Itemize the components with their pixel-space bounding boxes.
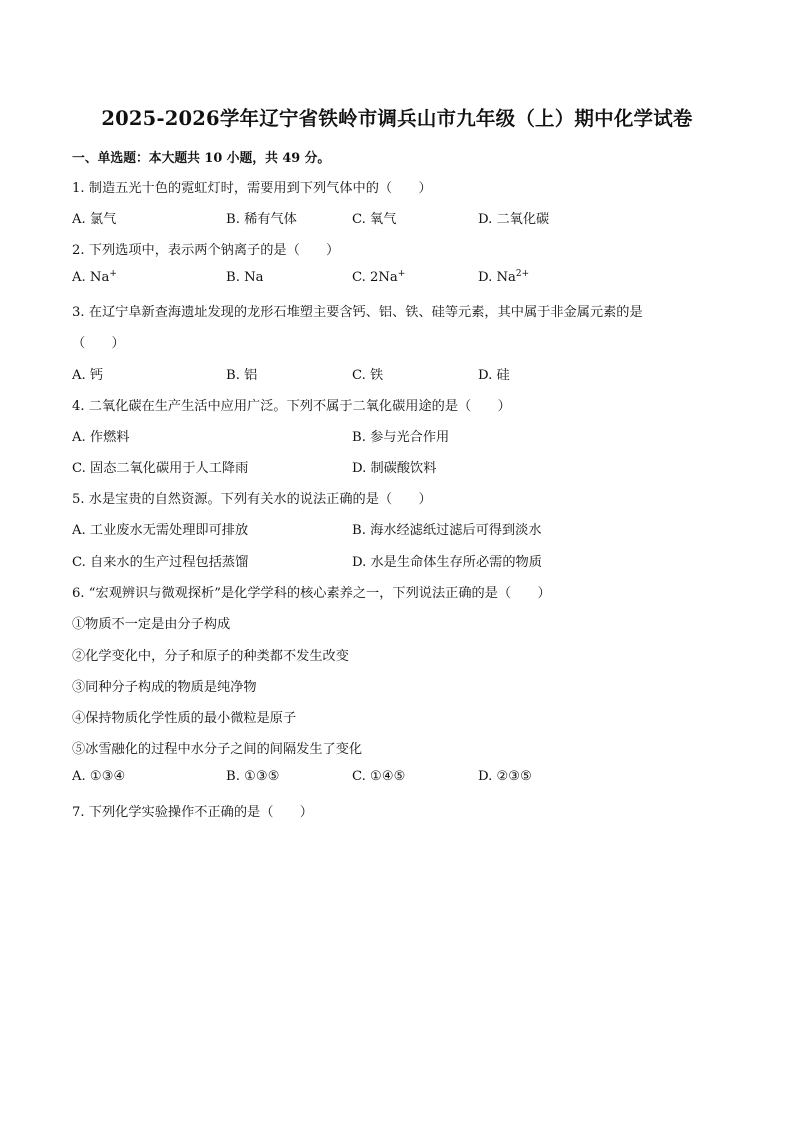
q6-option-a: A. ①③④ [72,769,126,784]
question-3-stem: 3. 在辽宁阜新查海遗址发现的龙形石堆塑主要含钙、铝、铁、硅等元素，其中属于非金属元素的是 [72,305,643,320]
q6-option-d: D. ②③⑤ [478,769,532,784]
question-6-stem: 6. “宏观辨识与微观探析”是化学学科的核心素养之一，下列说法正确的是（ ） [72,586,551,601]
q4-option-d: D. 制碳酸饮料 [352,461,437,476]
question-4-stem: 4. 二氧化碳在生产生活中应用广泛。下列不属于二氧化碳用途的是（ ） [72,399,511,414]
q6-option-c: C. ①④⑤ [352,769,406,784]
q1-option-b: B. 稀有气体 [226,212,297,227]
question-2-stem: 2. 下列选项中，表示两个钠离子的是（ ） [72,243,340,258]
q3-option-a: A. 钙 [72,368,104,383]
q5-option-b: B. 海水经滤纸过滤后可得到淡水 [352,523,542,538]
q2-option-a [72,270,117,285]
q3-option-b: B. 铝 [226,368,258,383]
q5-option-d: D. 水是生命体生存所必需的物质 [352,555,542,570]
q6-option-b: B. ①③⑤ [226,769,280,784]
exam-title: 2025-2026学年辽宁省铁岭市调兵山市九年级（上）期中化学试卷 [101,107,693,130]
question-1-options [72,208,732,226]
question-3-options [72,364,732,382]
question-5-stem: 5. 水是宝贵的自然资源。下列有关水的说法正确的是（ ） [72,492,432,507]
q2-option-b [226,270,263,285]
q3-option-d: D. 硅 [478,368,510,383]
section-heading: 一、单选题：本大题共 10 小题，共 49 分。 [72,151,331,166]
question-3-stem-continued: （ ） [72,336,125,351]
q6-statement-4: ④保持物质化学性质的最小微粒是原子 [72,711,297,726]
q2-option-b-base: B. Na [226,270,264,285]
q5-option-a: A. 工业废水无需处理即可排放 [72,523,249,538]
q2-option-c-base: C. 2Na [352,270,398,285]
q6-statement-2: ②化学变化中，分子和原子的种类都不发生改变 [72,649,349,664]
q2-option-a-charge: + [109,269,117,279]
q6-statement-3: ③同种分子构成的物质是纯净物 [72,680,257,695]
q4-option-a: A. 作燃料 [72,430,130,445]
q2-option-d-base: D. Na [478,270,516,285]
q6-statement-1: ①物质不一定是由分子构成 [72,617,231,632]
question-4-options-row-1 [72,426,732,444]
q1-option-a: A. 氯气 [72,212,117,227]
q4-option-b: B. 参与光合作用 [352,430,450,445]
question-4-options-row-2 [72,457,732,475]
q6-statement-5: ⑤冰雪融化的过程中水分子之间的间隔发生了变化 [72,742,363,757]
question-5-options-row-1 [72,519,732,537]
question-1-stem: 1. 制造五光十色的霓虹灯时，需要用到下列气体中的（ ） [72,181,432,196]
q1-option-d: D. 二氧化碳 [478,212,550,227]
question-6-options [72,769,732,787]
q2-option-a-base: A. Na [72,270,110,285]
q3-option-c: C. 铁 [352,368,384,383]
question-2-options [72,270,732,288]
q5-option-c: C. 自来水的生产过程包括蒸馏 [72,555,249,570]
q2-option-c-charge: + [397,269,406,279]
q4-option-c: C. 固态二氧化碳用于人工降雨 [72,461,249,476]
q2-option-d-charge: 2+ [515,269,530,279]
q2-option-d [478,270,529,285]
question-5-options-row-2 [72,551,732,569]
q1-option-c: C. 氧气 [352,212,397,227]
question-7-stem: 7. 下列化学实验操作不正确的是（ ） [72,805,313,820]
q2-option-c [352,270,405,285]
